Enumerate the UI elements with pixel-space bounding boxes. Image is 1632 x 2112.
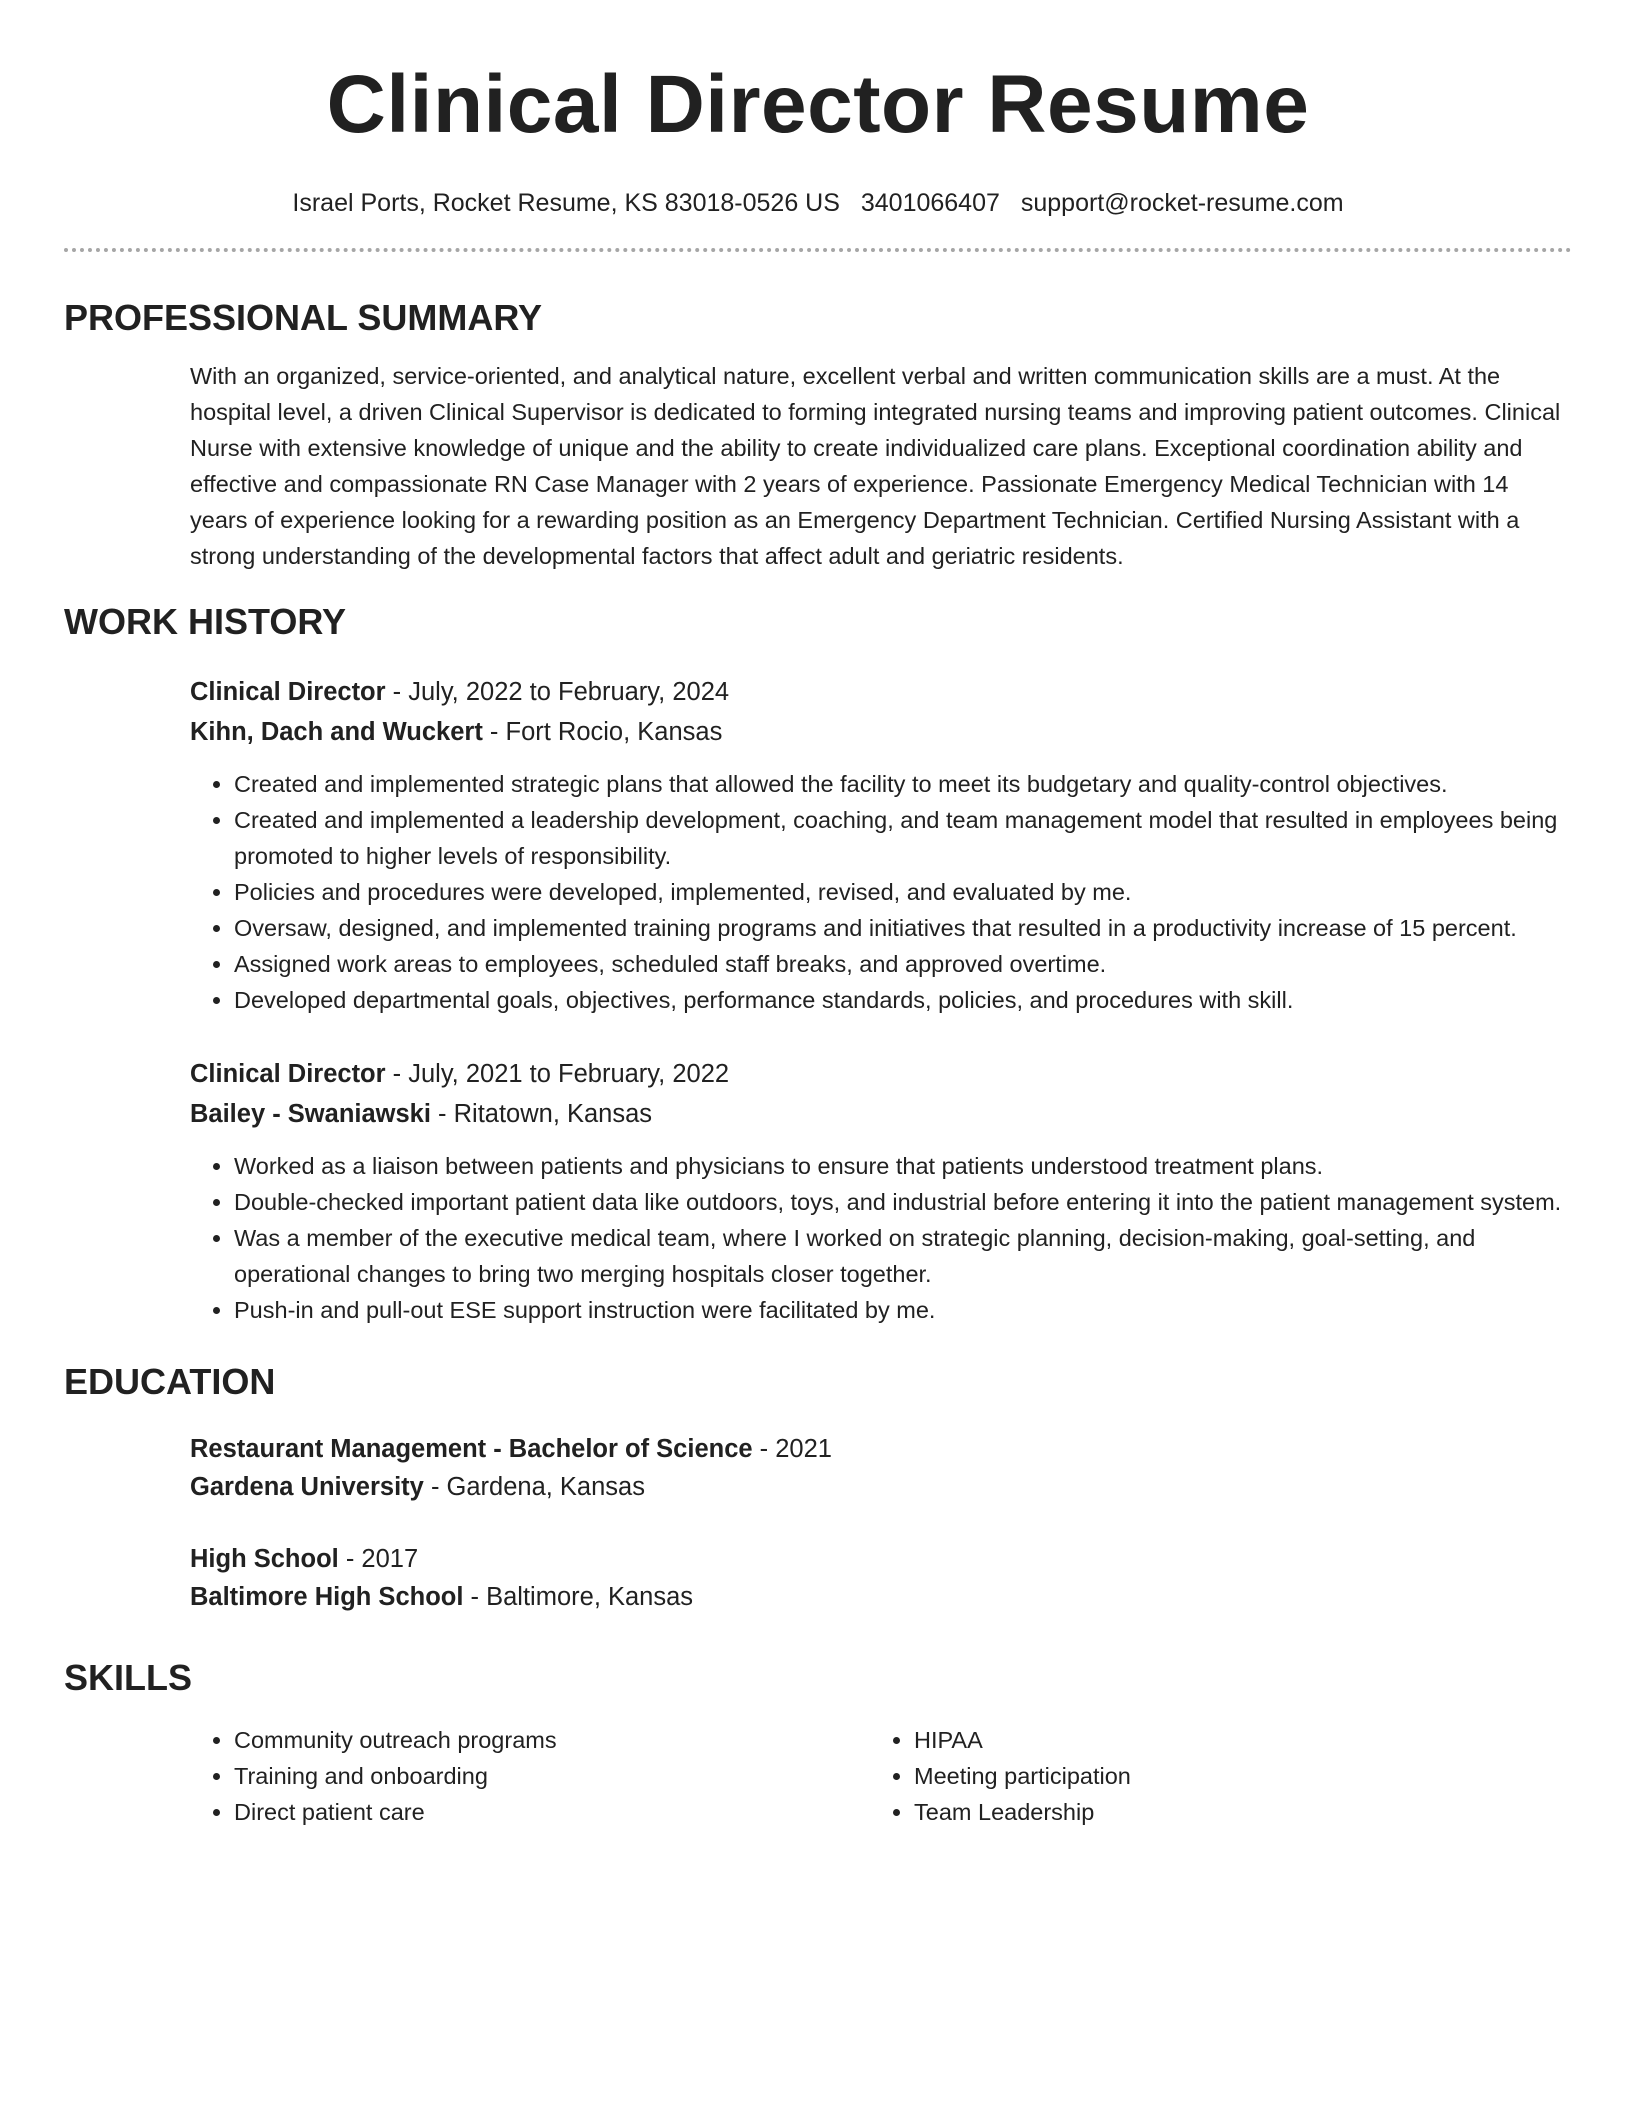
skills-column-right [870,1722,1370,1830]
job-bullet: • Double-checked important patient data like outdoors, toys, and industrial before entering it into the patient management system. [234,1184,1572,1220]
job-bullet: • Was a member of the executive medical team, where I worked on strategic planning, decision-making, goal-setting, and operational changes to bring two merging hospitals closer together. [234,1220,1572,1292]
education-entry [190,1430,1572,1506]
education-school-line [190,1578,1572,1616]
education-school: Baltimore High School [190,1583,464,1611]
job-bullet: • Developed departmental goals, objectives, performance standards, policies, and procedures with skill. [234,982,1572,1018]
job-role-line [190,672,1572,712]
job-entry [190,672,1572,1018]
job-bullet: • Oversaw, designed, and implemented training programs and initiatives that resulted in a productivity increase of 15 percent. [234,910,1572,946]
skills-column-left [190,1722,870,1830]
section-title-education: EDUCATION [64,1361,276,1402]
education-school-line [190,1468,1572,1506]
education-degree-line [190,1430,1572,1468]
skill-item: • Direct patient care [234,1794,870,1830]
job-bullets [190,1148,1572,1328]
skill-item: • Meeting participation [914,1758,1370,1794]
skill-item: • Community outreach programs [234,1722,870,1758]
job-bullet: • Assigned work areas to employees, scheduled staff breaks, and approved overtime. [234,946,1572,982]
job-dates: - July, 2022 to February, 2024 [385,678,730,706]
contact-line [64,188,1572,218]
education-location: - Gardena, Kansas [423,1473,645,1501]
job-bullets [190,766,1572,1018]
education-entry [190,1540,1572,1616]
job-company: Bailey - Swaniawski [190,1100,431,1128]
work-history-list [64,672,1572,1328]
education-school: Gardena University [190,1473,424,1501]
contact-address: Israel Ports, Rocket Resume, KS 83018-0526 US [292,189,840,217]
job-location: - Ritatown, Kansas [430,1100,653,1128]
job-location: - Fort Rocio, Kansas [482,718,723,746]
job-dates: - July, 2021 to February, 2022 [385,1060,730,1088]
summary-text: With an organized, service-oriented, and analytical nature, excellent verbal and written communication skills are a must. At the hospital level, a driven Clinical Supervisor is dedicated to forming integrated nursing teams and improving patient outcomes. Clinical Nurse with extensive knowledge of unique and the ability to create individualized care plans. Exceptional coordination ability and effective and compassionate RN Case Manager with 2 years of experience. Passionate Emergency Medical Technician with 14 years of experience looking for a rewarding position as an Emergency Department Technician. Certified Nursing Assistant with a strong understanding of the developmental factors that affect adult and geriatric residents. [190,363,1561,569]
skill-item: • HIPAA [914,1722,1370,1758]
education-location: - Baltimore, Kansas [463,1583,694,1611]
section-title-summary: PROFESSIONAL SUMMARY [64,297,543,338]
skill-item: • Training and onboarding [234,1758,870,1794]
job-entry [190,1054,1572,1328]
skills-list [190,1722,1572,1830]
education-list [64,1430,1572,1616]
job-role: Clinical Director [190,678,386,706]
job-bullet: • Push-in and pull-out ESE support instruction were facilitated by me. [234,1292,1572,1328]
job-company-line [190,1094,1572,1134]
contact-phone: 3401066407 [860,189,1000,217]
section-title-skills: SKILLS [64,1657,193,1698]
skill-item: • Team Leadership [914,1794,1370,1830]
education-year: - 2021 [752,1435,832,1463]
job-bullet: • Created and implemented a leadership development, coaching, and team management model that resulted in employees being promoted to higher levels of responsibility. [234,802,1572,874]
job-role: Clinical Director [190,1060,386,1088]
resume-title: Clinical Director Resume [326,59,1310,150]
education-degree-line [190,1540,1572,1578]
job-role-line [190,1054,1572,1094]
contact-email: support@rocket-resume.com [1020,189,1344,217]
education-year: - 2017 [338,1545,419,1573]
education-degree: Restaurant Management - Bachelor of Science [190,1435,753,1463]
section-title-work-history: WORK HISTORY [64,601,347,642]
job-company: Kihn, Dach and Wuckert [190,718,483,746]
job-bullet: • Policies and procedures were developed, implemented, revised, and evaluated by me. [234,874,1572,910]
job-bullet: • Worked as a liaison between patients and physicians to ensure that patients understood treatment plans. [234,1148,1572,1184]
resume-page [64,0,1572,1830]
header-divider [64,248,1572,252]
job-bullet: • Created and implemented strategic plans that allowed the facility to meet its budgetary and quality-control objectives. [234,766,1572,802]
job-company-line [190,712,1572,752]
education-degree: High School [190,1545,339,1573]
